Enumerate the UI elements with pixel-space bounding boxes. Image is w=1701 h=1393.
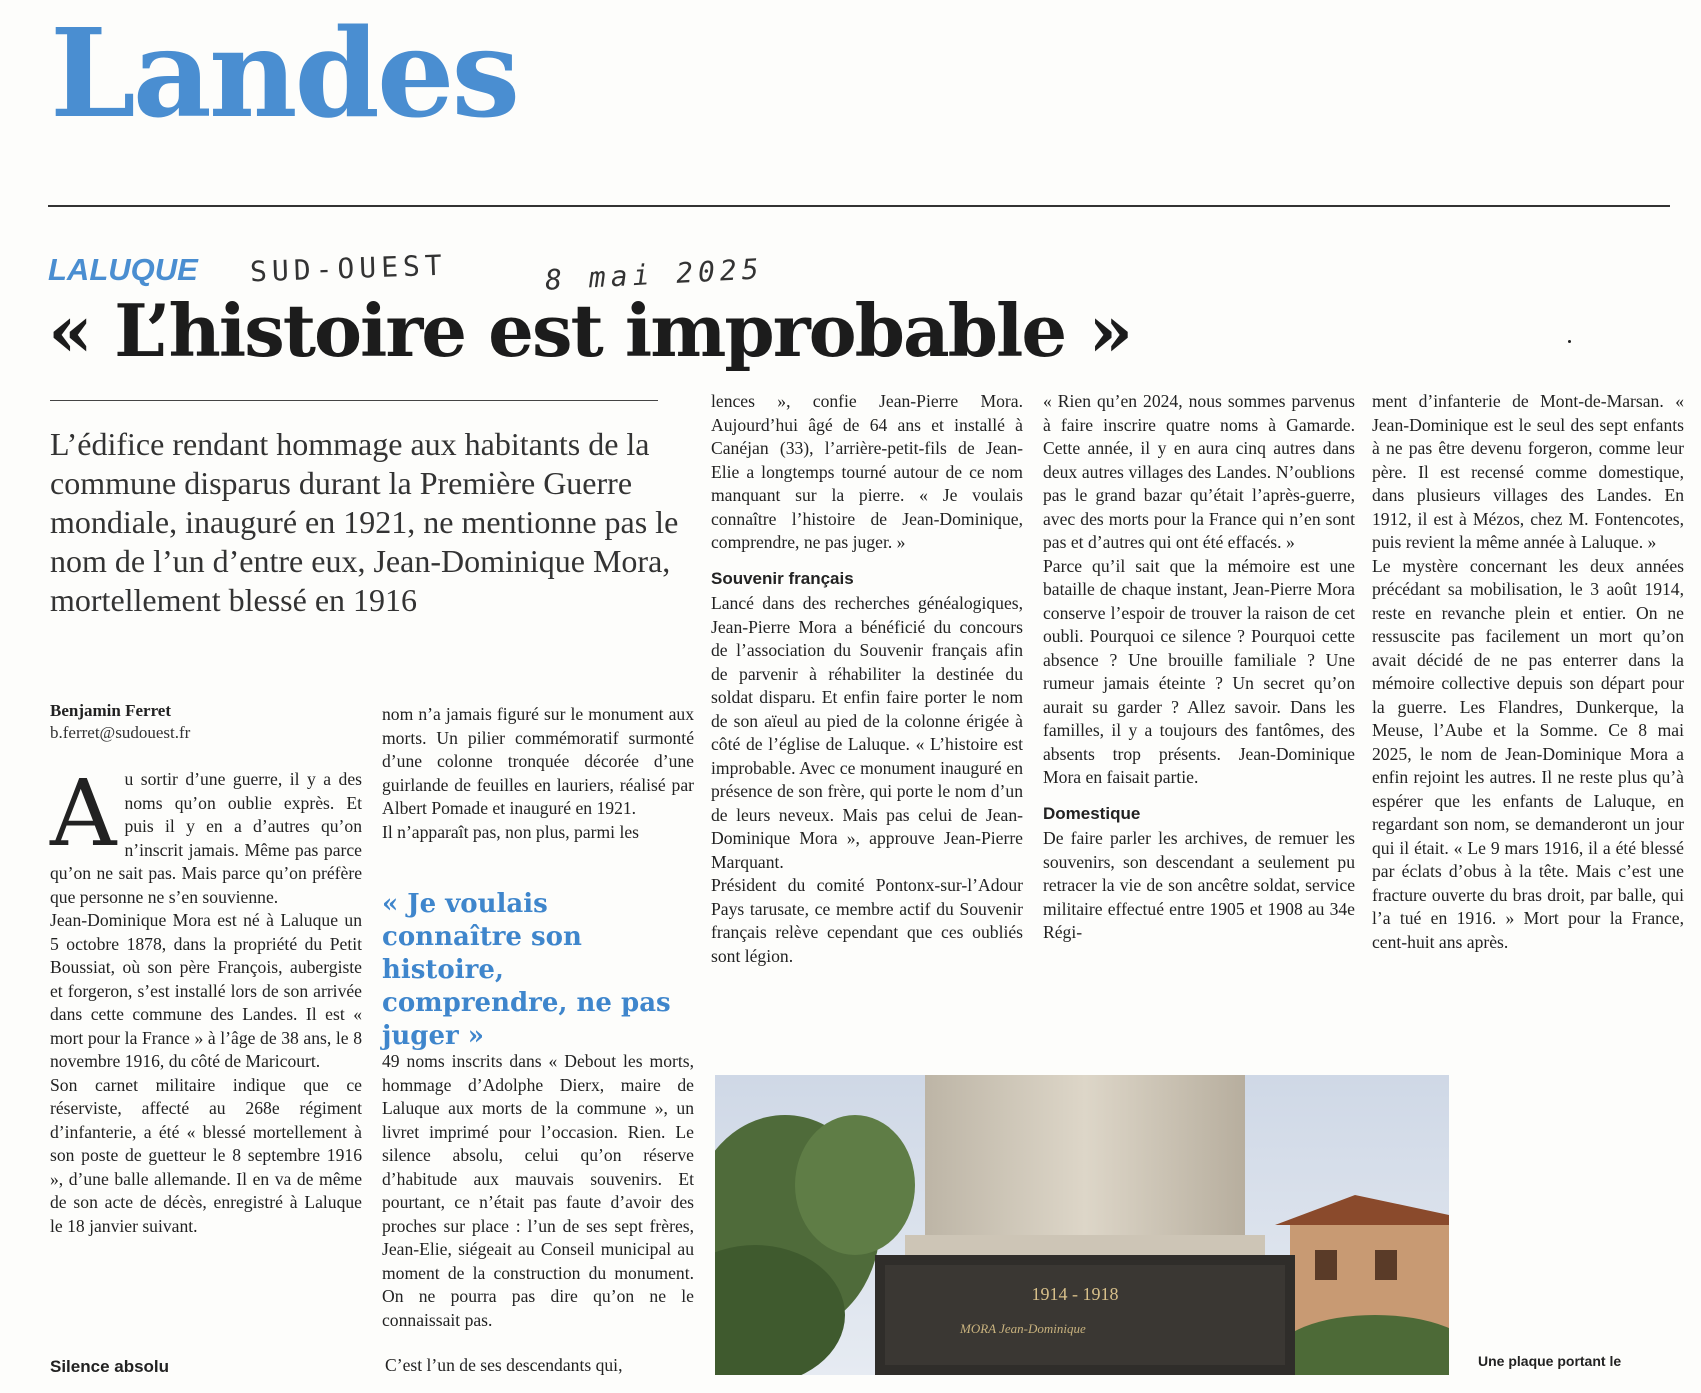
kicker: LALUQUE: [48, 252, 198, 287]
section-title: Landes: [50, 1, 518, 145]
handwritten-date: 8 mai 2025: [544, 252, 765, 297]
paragraph: « Rien qu’en 2024, nous sommes parvenus à faire inscrire quatre noms à Gamarde. Cette année, il y en aura cinq autres dans deux autres villages des Landes. N’oublions pas le grand bazar qu’était l’après-guerre, avec des morts pour la France qui n’en sont pas et d’autres qui ont été effacés. »: [1043, 391, 1355, 552]
headline: « L’histoire est improbable »: [48, 288, 1132, 373]
article-column-5: [1372, 390, 1684, 954]
paragraph: Parce qu’il sait que la mémoire est une bataille de chaque instant, Jean-Pierre Mora conserve l’espoir de trouver la raison de cet oubli. Pourquoi ce silence ? Pourquoi cette absence ? Une brouille familiale ? Une rumeur jamais éteinte ? Un secret qu’on aurait su garder ? Allez savoir. Dans les familles, il y a toujours des fantômes, des absents trop présents. Jean-Dominique Mora en faisait partie.: [1043, 555, 1355, 787]
plaque-dates: 1914 - 1918: [1031, 1284, 1119, 1304]
paragraph: Jean-Dominique Mora est né à Laluque un 5 octobre 1878, dans la propriété du Petit Boussiat, où son père François, aubergiste et forgeron, s’est installé lors de son arrivée dans cette commune des Landes. Il est « mort pour la France » à l’âge de 38 ans, le 8 novembre 1916, du côté de Maricourt.: [50, 910, 362, 1071]
paragraph: lences », confie Jean-Pierre Mora. Aujourd’hui âgé de 64 ans et installé à Canéjan (33), l’arrière-petit-fils de Jean-Elie a longtemps tourné autour de ce nom manquant sur la pierre. « Je voulais connaître l’histoire de Jean-Dominique, comprendre, ne pas juger. »: [711, 391, 1023, 552]
subhead-silence: Silence absolu: [50, 1357, 170, 1376]
paragraph: De faire parler les archives, de remuer les souvenirs, son descendant a seulement pu retracer la vie de son ancêtre soldat, service militaire effectué entre 1905 et 1908 au 34e Régi-: [1043, 828, 1355, 942]
paragraph: Au sortir d’une guerre, il y a des noms qu’on oublie exprès. Et puis il y en a d’autres qu’on n’inscrit jamais. Même pas parce qu’on ne sait pas. Mais parce qu’on préfère que personne ne s’en souvienne.: [50, 760, 362, 907]
drop-cap: A: [50, 760, 117, 867]
byline-author: Benjamin Ferret: [50, 701, 172, 720]
byline: [50, 700, 190, 744]
paragraph: Son carnet militaire indique que ce réserviste, affecté au 268e régiment d’infanterie, a été « blessé mortellement à son poste de guetteur le 8 septembre 1916 », d’une balle allemande. Il en va de même de son acte de décès, enregistré à Laluque le 18 janvier suivant.: [50, 1074, 362, 1236]
byline-email[interactable]: b.ferret@sudouest.fr: [50, 723, 191, 742]
monument-photo-illustration: [715, 1075, 1449, 1375]
pull-quote: « Je voulais connaître son histoire, comprendre, ne pas juger »: [382, 889, 671, 1051]
paragraph-continues: C’est l’un de ses descendants qui,: [385, 1355, 623, 1375]
paragraph: nom n’a jamais figuré sur le monument aux morts. Un pilier commémoratif surmonté d’une colonne tronquée décorée d’une guirlande de feuilles en lauriers, réalisé par Albert Pomade et inauguré en 1921.: [382, 704, 694, 818]
paragraph: Le mystère concernant les deux années précédant sa mobilisation, le 3 août 1914, reste en revanche plein et entier. On ne ressuscite pas facilement un mort qu’on avait décidé de ne pas enterrer dans la mémoire collective depuis son départ pour la guerre. Les Flandres, Dunkerque, la Meuse, l’Aube et la Somme. Ce 8 mai 2025, le nom de Jean-Dominique Mora a enfin rejoint les autres. Il ne reste plus qu’à espérer que les enfants de Laluque, en regardant son nom, se demanderont un jour qui il était. « Le 9 mars 1916, il a été blessé par éclats d’obus à la tête. Mais c’est une fracture ouverte du bras droit, par balle, qui l’a tué en 1916. » Mort pour la France, cent-huit ans après.: [1372, 555, 1684, 952]
subhead-souvenir: Souvenir français: [711, 568, 854, 588]
stray-dot: [1568, 340, 1571, 343]
subhead-domestique: Domestique: [1043, 803, 1141, 823]
handwritten-paper-name: SUD-OUEST: [249, 248, 448, 289]
paragraph: Président du comité Pontonx-sur-l’Adour Pays tarusate, ce membre actif du Souvenir français relève cependant que ces oubliés sont légion.: [711, 875, 1023, 966]
lead-paragraph: L’édifice rendant hommage aux habitants de la commune disparus durant la Première Guerre mondiale, inauguré en 1921, ne mentionne pas le nom de l’un d’entre eux, Jean-Dominique Mora, mortellement blessé en 1916: [50, 426, 679, 618]
paragraph: 49 noms inscrits dans « Debout les morts, hommage d’Adolphe Dierx, maire de Laluque aux morts de la commune », un livret imprimé pour l’occasion. Rien. Le silence absolu, celui qu’on réserve d’habitude aux mauvais souvenirs. Et pourtant, ce n’était pas faute d’avoir des proches sur place : l’un de ses sept frères, Jean-Elie, siégeait au Conseil municipal au moment de la construction du monument. On ne pourra pas dire qu’on ne le connaissait pas.: [382, 1051, 694, 1330]
article-column-3: [711, 390, 1023, 968]
article-column-4: [1043, 390, 1355, 945]
plaque-name: MORA Jean-Dominique: [960, 1321, 1086, 1336]
article-column-1: [50, 760, 362, 1238]
paragraph: Lancé dans des recherches généalogiques, Jean-Pierre Mora a bénéficié du concours de l’association du Souvenir français afin de parvenir à réhabiliter la destinée du soldat disparu. Et enfin faire porter le nom de son aïeul au pied de la colonne érigée à côté de l’église de Laluque. « L’histoire est improbable. Avec ce monument inauguré en présence de son frère, qui porte le nom d’un de leurs neveux. Mais pas celui de Jean-Dominique Mora », approuve Jean-Pierre Marquant.: [711, 593, 1023, 872]
article-column-2-continued: [382, 1050, 694, 1332]
lead-rule: [50, 400, 658, 401]
paragraph: ment d’infanterie de Mont-de-Marsan. « Jean-Dominique est le seul des sept enfants à ne pas être devenu forgeron, comme leur père. Il est recensé comme domestique, dans plusieurs villages des Landes. En 1912, il est à Mézos, chez M. Fontencotes, puis revient la même année à Laluque. »: [1372, 391, 1684, 552]
top-rule: [48, 205, 1670, 207]
monument-photo: [715, 1075, 1449, 1375]
paragraph: Il n’apparaît pas, non plus, parmi les: [382, 821, 639, 842]
photo-caption: Une plaque portant le: [1478, 1353, 1622, 1369]
article-column-2: [382, 703, 694, 844]
